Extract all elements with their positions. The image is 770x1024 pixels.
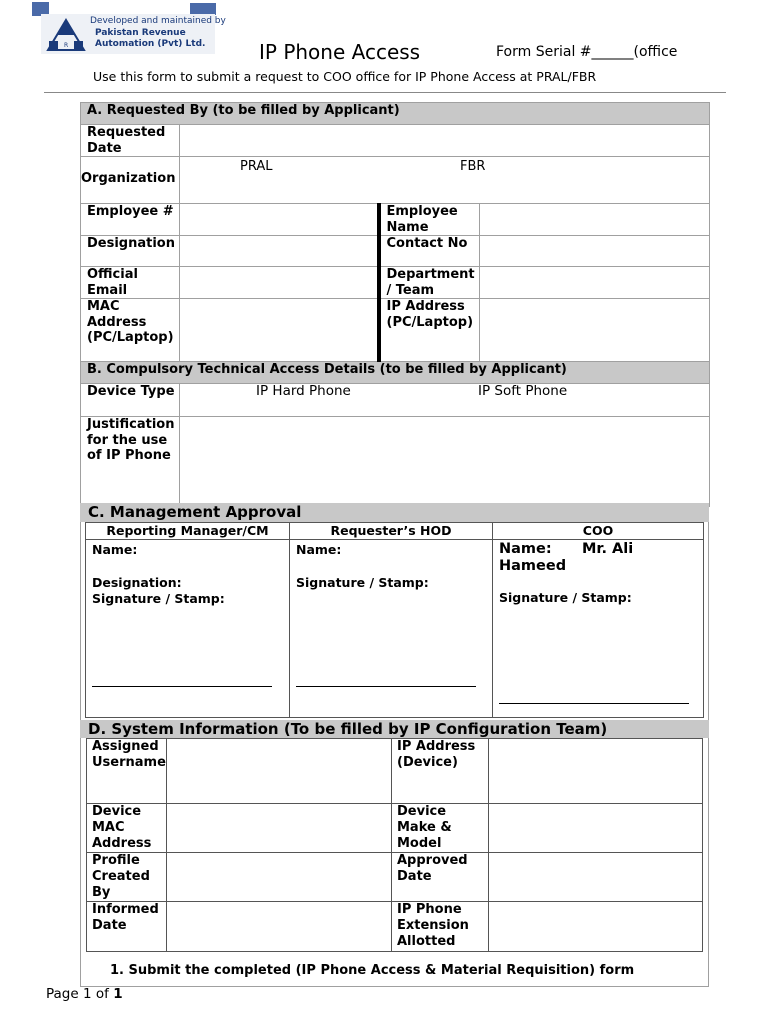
device-mac-label: Device MAC Address bbox=[87, 804, 167, 853]
form-subtitle: Use this form to submit a request to COO office for IP Phone Access at PRAL/FBR bbox=[93, 69, 597, 84]
signature-line bbox=[92, 686, 272, 687]
divider bbox=[44, 92, 726, 93]
coo-cell[interactable] bbox=[493, 540, 704, 718]
contact-no-label: Contact No bbox=[379, 236, 480, 267]
official-email-field[interactable] bbox=[180, 267, 379, 299]
org-option-pral[interactable]: PRAL bbox=[240, 159, 273, 174]
employee-name-label: Employee Name bbox=[379, 204, 480, 236]
requested-date-field[interactable] bbox=[180, 125, 710, 157]
section-b-heading: B. Compulsory Technical Access Details (to be filled by Applicant) bbox=[81, 362, 710, 384]
signature-label: Signature / Stamp: bbox=[92, 591, 225, 606]
designation-label: Designation bbox=[81, 236, 180, 267]
form-serial: Form Serial #______(office bbox=[496, 44, 678, 60]
ip-address-device-label: IP Address (Device) bbox=[392, 739, 489, 804]
official-email-label: Official Email bbox=[81, 267, 180, 299]
col-reporting-manager: Reporting Manager/CM bbox=[86, 523, 290, 540]
requested-date-label: Requested Date bbox=[81, 125, 180, 157]
page-current: 1 bbox=[82, 986, 92, 1002]
extension-label: IP Phone Extension Allotted bbox=[392, 902, 489, 952]
profile-created-label: Profile Created By bbox=[87, 853, 167, 902]
contact-no-field[interactable] bbox=[480, 236, 710, 267]
page-prefix: Page bbox=[46, 986, 83, 1002]
requester-hod-cell[interactable] bbox=[290, 540, 493, 718]
justification-label: Justification for the use of IP Phone bbox=[81, 417, 180, 507]
org-option-fbr[interactable]: FBR bbox=[460, 159, 486, 174]
section-a-b-table bbox=[80, 102, 710, 507]
department-label: Department / Team bbox=[379, 267, 480, 299]
organization-options[interactable] bbox=[180, 157, 710, 204]
col-coo: COO bbox=[493, 523, 704, 540]
svg-text:R: R bbox=[64, 42, 69, 49]
col-requester-hod: Requester’s HOD bbox=[290, 523, 493, 540]
coo-name: Name: Mr. Ali Hameed bbox=[499, 541, 639, 574]
logo-text: Pakistan Revenue bbox=[95, 28, 186, 38]
ip-address-field[interactable] bbox=[480, 299, 710, 362]
device-type-options[interactable] bbox=[180, 384, 710, 417]
employee-no-field[interactable] bbox=[180, 204, 379, 236]
device-make-label: Device Make & Model bbox=[392, 804, 489, 853]
form-title: IP Phone Access bbox=[259, 40, 421, 64]
reporting-manager-cell[interactable] bbox=[86, 540, 290, 718]
page-of: of bbox=[91, 986, 114, 1002]
mac-address-field[interactable] bbox=[180, 299, 379, 362]
assigned-username-label: Assigned Username bbox=[87, 739, 167, 804]
pral-logo-icon bbox=[46, 18, 86, 52]
system-info-table bbox=[86, 738, 703, 952]
signature-line bbox=[296, 686, 476, 687]
approved-date-field[interactable] bbox=[489, 853, 703, 902]
assigned-username-field[interactable] bbox=[167, 739, 392, 804]
designation-field[interactable] bbox=[180, 236, 379, 267]
device-option-soft-phone[interactable]: IP Soft Phone bbox=[478, 383, 568, 399]
department-field[interactable] bbox=[480, 267, 710, 299]
signature-line bbox=[499, 703, 689, 704]
name-label: Name: bbox=[92, 542, 138, 557]
logo-text: Developed and maintained by bbox=[90, 16, 226, 26]
justification-field[interactable] bbox=[180, 417, 710, 507]
ip-address-device-field[interactable] bbox=[489, 739, 703, 804]
section-a-heading: A. Requested By (to be filled by Applicant) bbox=[81, 103, 710, 125]
signature-label: Signature / Stamp: bbox=[499, 590, 632, 605]
employee-no-label: Employee # bbox=[81, 204, 180, 236]
device-type-label: Device Type bbox=[81, 384, 180, 417]
employee-name-field[interactable] bbox=[480, 204, 710, 236]
informed-date-field[interactable] bbox=[167, 902, 392, 952]
device-mac-field[interactable] bbox=[167, 804, 392, 853]
section-c-heading: C. Management Approval bbox=[80, 503, 709, 522]
device-make-field[interactable] bbox=[489, 804, 703, 853]
extension-field[interactable] bbox=[489, 902, 703, 952]
ip-address-label: IP Address (PC/Laptop) bbox=[379, 299, 480, 362]
device-option-hard-phone[interactable]: IP Hard Phone bbox=[256, 383, 351, 399]
organization-label: Organization bbox=[81, 157, 180, 204]
informed-date-label: Informed Date bbox=[87, 902, 167, 952]
profile-created-field[interactable] bbox=[167, 853, 392, 902]
logo-text: Automation (Pvt) Ltd. bbox=[95, 39, 206, 49]
management-approval-table bbox=[85, 522, 704, 718]
page-total: 1 bbox=[113, 986, 123, 1002]
submission-note: 1. Submit the completed (IP Phone Access & Material Requisition) form bbox=[110, 963, 635, 978]
name-label: Name: bbox=[296, 542, 342, 557]
signature-label: Signature / Stamp: bbox=[296, 575, 429, 590]
mac-address-label: MAC Address (PC/Laptop) bbox=[81, 299, 180, 362]
approved-date-label: Approved Date bbox=[392, 853, 489, 902]
designation-label: Designation: bbox=[92, 575, 182, 590]
section-d-heading: D. System Information (To be filled by IP Configuration Team) bbox=[80, 720, 709, 738]
page-number bbox=[46, 986, 123, 1002]
